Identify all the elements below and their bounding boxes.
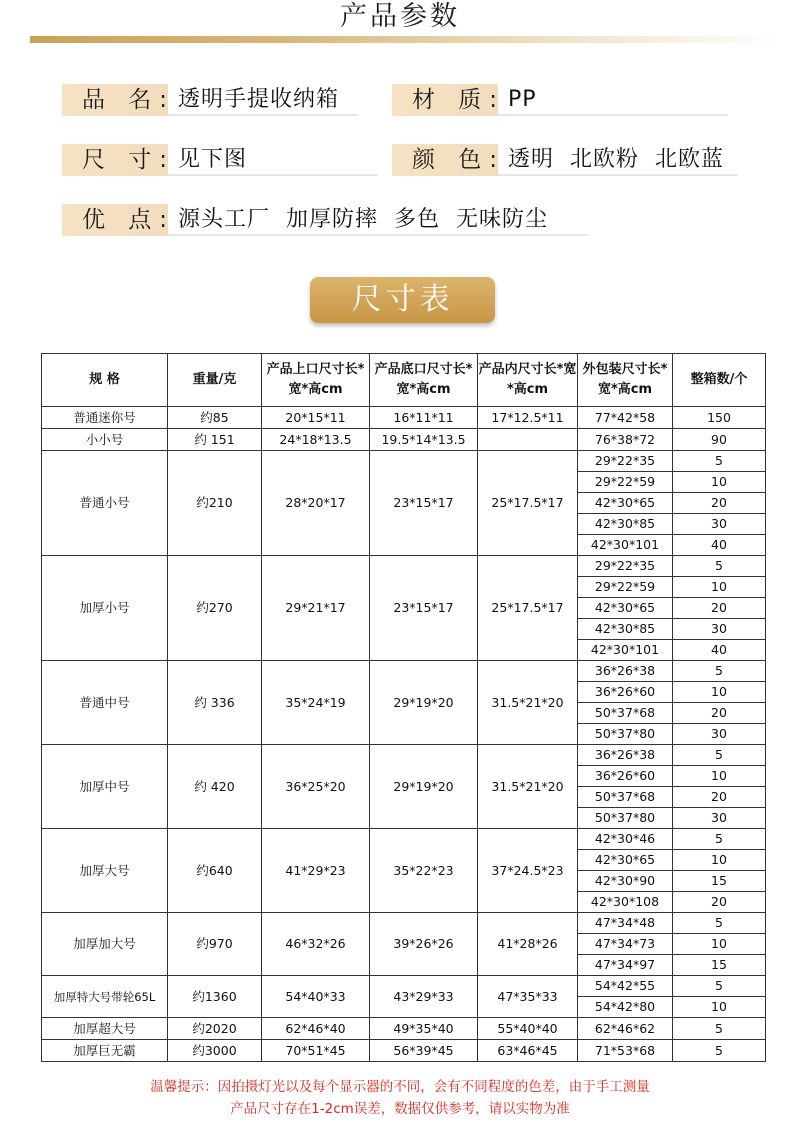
inner-size-cell: 31.5*21*20: [478, 661, 578, 745]
bottom-size-cell: 29*19*20: [370, 661, 478, 745]
bottom-size-cell: 49*35*40: [370, 1018, 478, 1040]
header-weight: 重量/克: [168, 354, 262, 407]
bottom-size-cell: 29*19*20: [370, 745, 478, 829]
box-count-cell: 5: [673, 556, 766, 577]
box-count-cell: 5: [673, 829, 766, 850]
pack-size-cell: 42*30*65: [578, 493, 673, 514]
table-row: [42, 1040, 766, 1062]
box-count-cell: 30: [673, 808, 766, 829]
param-material-value: PP: [498, 84, 728, 116]
box-count-cell: 30: [673, 514, 766, 535]
header-spec: 规 格: [42, 354, 168, 407]
inner-size-cell: 55*40*40: [478, 1018, 578, 1040]
param-size-label: 尺 寸:: [62, 144, 168, 176]
inner-size-cell: 37*24.5*23: [478, 829, 578, 913]
spec-cell: 加厚特大号带轮65L: [42, 976, 168, 1018]
box-count-cell: 40: [673, 535, 766, 556]
inner-size-cell: 31.5*21*20: [478, 745, 578, 829]
spec-cell: 加厚小号: [42, 556, 168, 661]
pack-size-cell: 29*22*59: [578, 577, 673, 598]
spec-cell: 加厚加大号: [42, 913, 168, 976]
bottom-size-cell: 23*15*17: [370, 556, 478, 661]
param-size-value: 见下图: [168, 144, 378, 176]
weight-cell: 约210: [168, 451, 262, 556]
spec-cell: 加厚大号: [42, 829, 168, 913]
box-count-cell: 5: [673, 745, 766, 766]
box-count-cell: 10: [673, 850, 766, 871]
box-count-cell: 150: [673, 407, 766, 429]
box-count-cell: 15: [673, 871, 766, 892]
table-row: [42, 745, 766, 766]
pack-size-cell: 76*38*72: [578, 429, 673, 451]
weight-cell: 约970: [168, 913, 262, 976]
pack-size-cell: 42*30*101: [578, 640, 673, 661]
spec-cell: 普通小号: [42, 451, 168, 556]
spec-cell: 小小号: [42, 429, 168, 451]
param-color-label: 颜 色:: [392, 144, 498, 176]
inner-size-cell: 25*17.5*17: [478, 556, 578, 661]
spec-cell: 普通迷你号: [42, 407, 168, 429]
notice-line-2: 产品尺寸存在1-2cm误差，数据仅供参考，请以实物为准: [230, 1101, 570, 1117]
size-table: [41, 353, 766, 1062]
pack-size-cell: 54*42*55: [578, 976, 673, 997]
weight-cell: 约1360: [168, 976, 262, 1018]
pack-size-cell: 54*42*80: [578, 997, 673, 1018]
top-size-cell: 36*25*20: [262, 745, 370, 829]
top-size-cell: 62*46*40: [262, 1018, 370, 1040]
inner-size-cell: [478, 429, 578, 451]
box-count-cell: 10: [673, 997, 766, 1018]
param-feature-label: 优 点:: [62, 204, 168, 236]
box-count-cell: 20: [673, 892, 766, 913]
top-size-cell: 46*32*26: [262, 913, 370, 976]
box-count-cell: 40: [673, 640, 766, 661]
header-top-size: 产品上口尺寸长*宽*高cm: [262, 354, 370, 407]
top-size-cell: 24*18*13.5: [262, 429, 370, 451]
top-size-cell: 41*29*23: [262, 829, 370, 913]
param-material-label: 材 质:: [392, 84, 498, 116]
bottom-size-cell: 56*39*45: [370, 1040, 478, 1062]
table-row: [42, 661, 766, 682]
pack-size-cell: 42*30*65: [578, 598, 673, 619]
box-count-cell: 20: [673, 598, 766, 619]
bottom-size-cell: 16*11*11: [370, 407, 478, 429]
table-row: [42, 429, 766, 451]
pack-size-cell: 42*30*46: [578, 829, 673, 850]
pack-size-cell: 42*30*85: [578, 514, 673, 535]
header-count: 整箱数/个: [673, 354, 766, 407]
size-chart-banner: 尺寸表: [310, 277, 495, 323]
pack-size-cell: 50*37*80: [578, 808, 673, 829]
table-row: [42, 556, 766, 577]
pack-size-cell: 47*34*73: [578, 934, 673, 955]
inner-size-cell: 41*28*26: [478, 913, 578, 976]
param-material: [392, 84, 728, 116]
pack-size-cell: 36*26*60: [578, 766, 673, 787]
param-name: [62, 84, 358, 116]
weight-cell: 约85: [168, 407, 262, 429]
param-size: [62, 144, 378, 176]
pack-size-cell: 50*37*68: [578, 787, 673, 808]
param-name-label: 品 名:: [62, 84, 168, 116]
box-count-cell: 5: [673, 661, 766, 682]
pack-size-cell: 29*22*35: [578, 451, 673, 472]
pack-size-cell: 42*30*90: [578, 871, 673, 892]
box-count-cell: 5: [673, 976, 766, 997]
spec-cell: 加厚超大号: [42, 1018, 168, 1040]
pack-size-cell: 36*26*38: [578, 745, 673, 766]
box-count-cell: 5: [673, 1040, 766, 1062]
pack-size-cell: 77*42*58: [578, 407, 673, 429]
pack-size-cell: 47*34*48: [578, 913, 673, 934]
bottom-size-cell: 19.5*14*13.5: [370, 429, 478, 451]
box-count-cell: 10: [673, 577, 766, 598]
top-size-cell: 20*15*11: [262, 407, 370, 429]
pack-size-cell: 42*30*65: [578, 850, 673, 871]
spec-cell: 加厚巨无霸: [42, 1040, 168, 1062]
pack-size-cell: 62*46*62: [578, 1018, 673, 1040]
box-count-cell: 5: [673, 913, 766, 934]
table-row: [42, 1018, 766, 1040]
header-bottom-size: 产品底口尺寸长*宽*高cm: [370, 354, 478, 407]
weight-cell: 约640: [168, 829, 262, 913]
bottom-size-cell: 43*29*33: [370, 976, 478, 1018]
top-size-cell: 70*51*45: [262, 1040, 370, 1062]
param-feature: [62, 204, 588, 236]
weight-cell: 约 420: [168, 745, 262, 829]
pack-size-cell: 47*34*97: [578, 955, 673, 976]
box-count-cell: 20: [673, 493, 766, 514]
table-row: [42, 913, 766, 934]
param-feature-value: 源头工厂 加厚防摔 多色 无味防尘: [168, 204, 588, 236]
param-color: [392, 144, 738, 176]
table-header-row: [42, 354, 766, 407]
pack-size-cell: 42*30*101: [578, 535, 673, 556]
bottom-size-cell: 39*26*26: [370, 913, 478, 976]
inner-size-cell: 47*35*33: [478, 976, 578, 1018]
bottom-size-cell: 23*15*17: [370, 451, 478, 556]
pack-size-cell: 29*22*59: [578, 472, 673, 493]
pack-size-cell: 29*22*35: [578, 556, 673, 577]
param-name-value: 透明手提收纳箱: [168, 84, 358, 116]
table-row: [42, 976, 766, 997]
bottom-size-cell: 35*22*23: [370, 829, 478, 913]
box-count-cell: 10: [673, 472, 766, 493]
box-count-cell: 10: [673, 766, 766, 787]
box-count-cell: 20: [673, 787, 766, 808]
box-count-cell: 20: [673, 703, 766, 724]
box-count-cell: 5: [673, 1018, 766, 1040]
page-title: 产品参数: [340, 1, 460, 32]
inner-size-cell: 25*17.5*17: [478, 451, 578, 556]
box-count-cell: 90: [673, 429, 766, 451]
notice-line-1: 温馨提示：因拍摄灯光以及每个显示器的不同，会有不同程度的色差，由于手工测量: [150, 1079, 650, 1095]
top-size-cell: 29*21*17: [262, 556, 370, 661]
box-count-cell: 15: [673, 955, 766, 976]
box-count-cell: 5: [673, 451, 766, 472]
header-pack-size: 外包装尺寸长*宽*高cm: [578, 354, 673, 407]
weight-cell: 约 151: [168, 429, 262, 451]
top-size-cell: 54*40*33: [262, 976, 370, 1018]
pack-size-cell: 71*53*68: [578, 1040, 673, 1062]
box-count-cell: 10: [673, 682, 766, 703]
table-row: [42, 829, 766, 850]
top-size-cell: 35*24*19: [262, 661, 370, 745]
weight-cell: 约270: [168, 556, 262, 661]
pack-size-cell: 36*26*38: [578, 661, 673, 682]
pack-size-cell: 42*30*108: [578, 892, 673, 913]
weight-cell: 约 336: [168, 661, 262, 745]
param-color-value: 透明 北欧粉 北欧蓝: [498, 144, 738, 176]
table-row: [42, 407, 766, 429]
box-count-cell: 10: [673, 934, 766, 955]
pack-size-cell: 36*26*60: [578, 682, 673, 703]
spec-cell: 加厚中号: [42, 745, 168, 829]
pack-size-cell: 50*37*80: [578, 724, 673, 745]
weight-cell: 约2020: [168, 1018, 262, 1040]
pack-size-cell: 42*30*85: [578, 619, 673, 640]
box-count-cell: 30: [673, 724, 766, 745]
pack-size-cell: 50*37*68: [578, 703, 673, 724]
title-divider: [30, 36, 782, 43]
table-row: [42, 451, 766, 472]
top-size-cell: 28*20*17: [262, 451, 370, 556]
box-count-cell: 30: [673, 619, 766, 640]
inner-size-cell: 63*46*45: [478, 1040, 578, 1062]
spec-cell: 普通中号: [42, 661, 168, 745]
inner-size-cell: 17*12.5*11: [478, 407, 578, 429]
header-inner-size: 产品内尺寸长*宽*高cm: [478, 354, 578, 407]
weight-cell: 约3000: [168, 1040, 262, 1062]
